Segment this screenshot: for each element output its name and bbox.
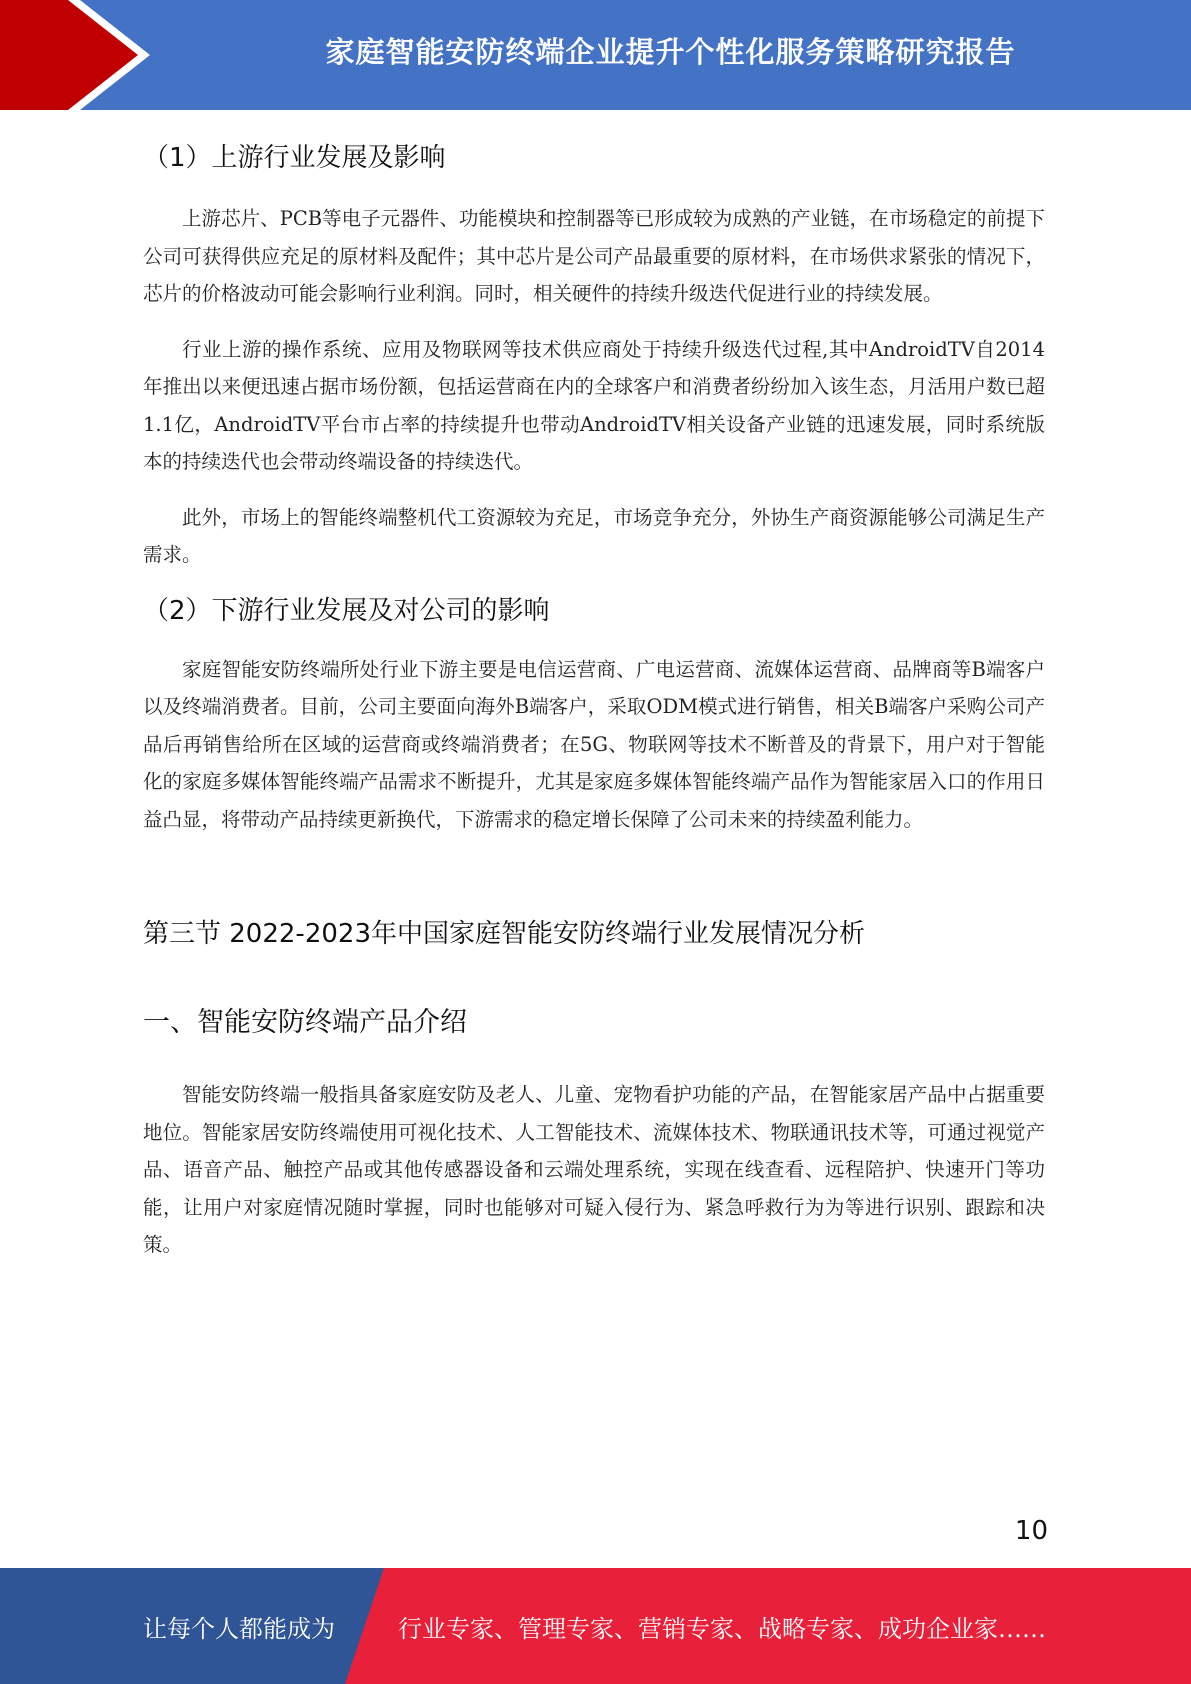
- main-content: [143, 120, 1045, 1264]
- chapter-title: 一、智能安防终端产品介绍: [143, 1007, 467, 1038]
- downstream-heading: （2）下游行业发展及对公司的影响: [143, 595, 550, 626]
- report-title: 家庭智能安防终端企业提升个性化服务策略研究报告: [325, 34, 1016, 69]
- footer-slogan-left: 让每个人都能成为: [143, 1614, 335, 1643]
- upstream-paragraph-2: 行业上游的操作系统、应用及物联网等技术供应商处于持续升级迭代过程,其中AndroidTV自2014年推出以来便迅速占据市场份额，包括运营商在内的全球客户和消费者纷纷加入该生态，月活用户数已超1.1亿，AndroidTV平台市占率的持续提升也带动AndroidTV相关设备产业链的迅速发展，同时系统版本的持续迭代也会带动终端设备的持续迭代。: [143, 337, 1045, 473]
- section-title: 第三节 2022-2023年中国家庭智能安防终端行业发展情况分析: [143, 919, 865, 949]
- footer-slogan-right: 行业专家、管理专家、营销专家、战略专家、成功企业家……: [398, 1614, 1046, 1643]
- upstream-heading: （1）上游行业发展及影响: [143, 143, 446, 173]
- downstream-paragraph-1: 家庭智能安防终端所处行业下游主要是电信运营商、广电运营商、流媒体运营商、品牌商等B端客户以及终端消费者。目前，公司主要面向海外B端客户，采取ODM模式进行销售，相关B端客户采购公司产品后再销售给所在区域的运营商或终端消费者；在5G、物联网等技术不断普及的背景下，用户对于智能化的家庭多媒体智能终端产品需求不断提升，尤其是家庭多媒体智能终端产品作为智能家居入口的作用日益凸显，将带动产品持续更新换代，下游需求的稳定增长保障了公司未来的持续盈利能力。: [143, 657, 1045, 831]
- footer-banner: [0, 1568, 1191, 1684]
- chapter-paragraph-1: 智能安防终端一般指具备家庭安防及老人、儿童、宠物看护功能的产品，在智能家居产品中占据重要地位。智能家居安防终端使用可视化技术、人工智能技术、流媒体技术、物联通讯技术等，可通过视觉产品、语音产品、触控产品或其他传感器设备和云端处理系统，实现在线查看、远程陪护、快速开门等功能，让用户对家庭情况随时掌握，同时也能够对可疑入侵行为、紧急呼救行为为等进行识别、跟踪和决策。: [143, 1083, 1045, 1256]
- page-number: 10: [1014, 1516, 1048, 1546]
- header-banner: [0, 0, 1191, 110]
- upstream-paragraph-1: 上游芯片、PCB等电子元器件、功能模块和控制器等已形成较为成熟的产业链，在市场稳定的前提下公司可获得供应充足的原材料及配件；其中芯片是公司产品最重要的原材料，在市场供求紧张的情况下，芯片的价格波动可能会影响行业利润。同时，相关硬件的持续升级迭代促进行业的持续发展。: [143, 207, 1045, 305]
- upstream-paragraph-3: 此外，市场上的智能终端整机代工资源较为充足，市场竞争充分，外协生产商资源能够公司满足生产需求。: [143, 505, 1045, 566]
